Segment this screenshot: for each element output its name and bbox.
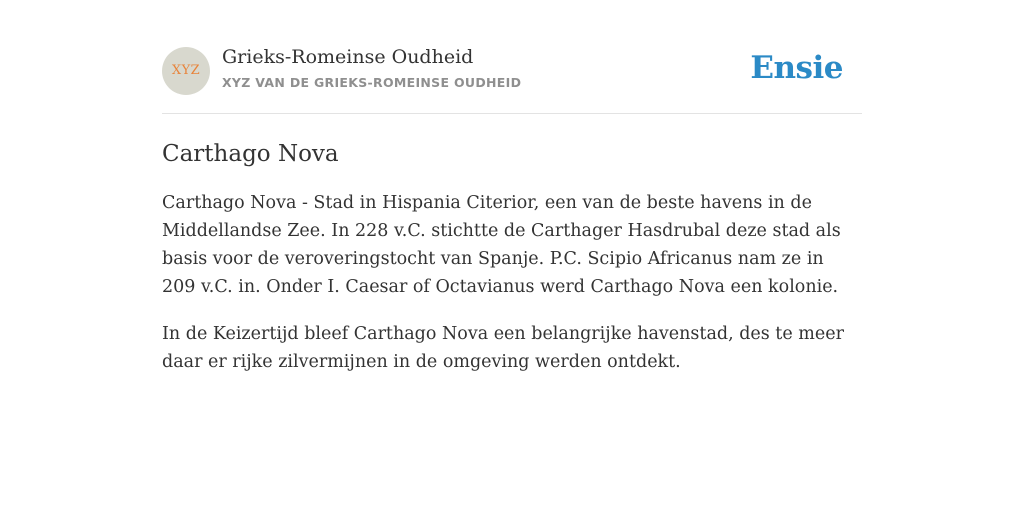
entry-body	[162, 189, 862, 376]
source-subtitle: XYZ VAN DE GRIEKS-ROMEINSE OUDHEID	[222, 75, 522, 90]
entry-paragraph: Carthago Nova - Stad in Hispania Citerior, een van de beste havens in de Middellandse Zee. In 228 v.C. stichtte de Carthager Hasdrubal deze stad als basis voor de veroveringstocht van Spanje. P.C. Scipio Africanus nam ze in 209 v.C. in. Onder I. Caesar of Octavianus werd Carthago Nova een kolonie.	[162, 193, 841, 297]
entry-paragraph: In de Keizertijd bleef Carthago Nova een belangrijke havenstad, des te meer daar er rijke zilvermijnen in de omgeving werden ontdekt.	[162, 324, 844, 372]
entry-title: Carthago Nova	[162, 141, 339, 167]
entry-card	[162, 40, 862, 395]
source-avatar[interactable]: XYZ	[162, 47, 210, 95]
ensie-logo[interactable]: Ensie	[750, 50, 843, 86]
entry-header	[162, 40, 862, 114]
source-title-link[interactable]: Grieks-Romeinse Oudheid	[222, 46, 474, 68]
